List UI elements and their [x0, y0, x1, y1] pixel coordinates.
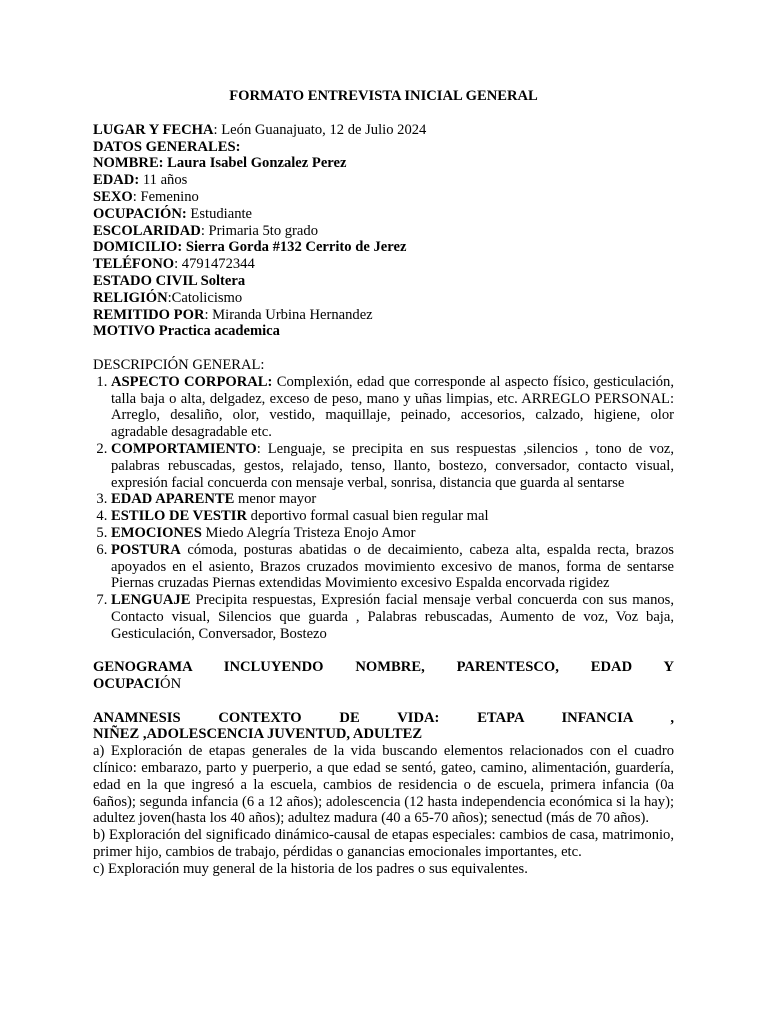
field-label: LUGAR Y FECHA — [93, 121, 214, 138]
descripcion-heading: DESCRIPCIÓN GENERAL: — [93, 356, 265, 373]
item-label: COMPORTAMIENTO — [111, 440, 257, 457]
field-remitido-por — [93, 307, 674, 324]
field-ocupacion — [93, 206, 674, 223]
anamnesis-heading-cont: NIÑEZ ,ADOLESCENCIA JUVENTUD, ADULTEZ — [93, 726, 423, 743]
field-motivo: MOTIVO Practica academica — [93, 323, 280, 340]
list-item — [111, 374, 674, 441]
item-text: Precipita respuestas, Expresión facial mensaje verbal concuerda con sus manos, Contacto visual, Silencios que guarda , Palabras rebuscadas, Aumento de voz, Voz baja, Gesticulación, Conversador, Bostezo — [111, 592, 674, 642]
anamnesis-paragraph-c: c) Exploración muy general de la historia de los padres o sus equivalentes. — [93, 860, 528, 877]
item-label: EMOCIONES — [111, 524, 202, 541]
item-label: ASPECTO CORPORAL: — [111, 373, 273, 390]
field-value: : León Guanajuato, 12 de Julio 2024 — [213, 121, 427, 138]
list-item — [111, 491, 674, 508]
spacer — [93, 693, 674, 710]
field-label: ESCOLARIDAD — [93, 222, 201, 239]
field-edad — [93, 172, 674, 189]
field-label: EDAD: — [93, 172, 140, 189]
field-label: RELIGIÓN — [93, 289, 168, 306]
item-label: POSTURA — [111, 541, 181, 558]
field-value: : 4791472344 — [174, 256, 255, 273]
list-item — [111, 525, 674, 542]
field-value: 11 años — [139, 172, 188, 189]
field-value: :Catolicismo — [167, 289, 243, 306]
anamnesis-paragraph-a: a) Exploración de etapas generales de la vida buscando elementos relacionados con el cuadro clínico: embarazo, parto y puerperio, a que edad se sentó, gateo, camino, alimentación, guardería, edad en la que ingresó a la escuela, cambios de residencia o de escuela, primera infancia (0a 6años); segunda infancia (6 a 12 años); adolescencia (12 hasta independencia económica si la hay); adultez joven(hasta los 40 años); adultez madura (40 a 65-70 años); senectud (más de 70 años). — [93, 743, 674, 827]
anamnesis-paragraph-b: b) Exploración del significado dinámico-causal de etapas especiales: cambios de casa, matrimonio, primer hijo, cambios de trabajo, pérdidas o ganancias emocionales importantes, etc. — [93, 827, 674, 861]
field-telefono — [93, 256, 674, 273]
heading-rest: N — [170, 676, 182, 693]
item-label: EDAD APARENTE — [111, 491, 235, 508]
field-escolaridad — [93, 223, 674, 240]
item-text: menor mayor — [234, 491, 317, 508]
spacer — [93, 643, 674, 660]
heading-part: OCUPACI — [93, 676, 161, 693]
descripcion-list — [93, 374, 674, 643]
item-label: ESTILO DE VESTIR — [111, 508, 247, 525]
field-label: REMITIDO POR — [93, 306, 205, 323]
field-lugar-fecha — [93, 122, 674, 139]
item-text: cómoda, posturas abatidas o de decaimiento, cabeza alta, espalda recta, brazos apoyados en el asiento, Brazos cruzados movimiento excesivo de manos, forma de sentarse Piernas cruzadas Piernas extendidas Movimiento excesivo Espalda encorvada rigidez — [111, 541, 674, 592]
document-page — [93, 88, 674, 878]
item-text: Complexión, edad que corresponde al aspecto físico, gesticulación, talla baja o alta, delgadez, exceso de peso, mano y uñas limpias, etc. ARREGLO PERSONAL: Arreglo, desaliño, olor, vestido, maquillaje, peinado, accesorios, calzado, higiene, olor agradable desagradable etc. — [111, 373, 674, 441]
field-value: : Miranda Urbina Hernandez — [204, 306, 373, 323]
field-estado-civil: ESTADO CIVIL Soltera — [93, 272, 246, 289]
list-item — [111, 441, 674, 491]
list-item — [111, 542, 674, 592]
field-label: TELÉFONO — [93, 256, 175, 273]
genograma-heading: GENOGRAMA INCLUYENDO NOMBRE, PARENTESCO, EDAD Y — [93, 659, 674, 676]
field-domicilio: DOMICILIO: Sierra Gorda #132 Cerrito de Jerez — [93, 239, 407, 256]
field-value: : Femenino — [132, 188, 199, 205]
list-item — [111, 592, 674, 642]
item-label: LENGUAJE — [111, 592, 191, 609]
spacer — [93, 340, 674, 357]
item-text: Miedo Alegría Tristeza Enojo Amor — [201, 524, 416, 541]
anamnesis-heading: ANAMNESIS CONTEXTO DE VIDA: ETAPA INFANCIA , — [93, 709, 674, 726]
field-label: SEXO — [93, 188, 133, 205]
item-text: deportivo formal casual bien regular mal — [247, 508, 489, 525]
field-religion — [93, 290, 674, 307]
document-title: FORMATO ENTREVISTA INICIAL GENERAL — [229, 88, 538, 104]
field-value: : Primaria 5to grado — [200, 222, 318, 239]
field-nombre: NOMBRE: Laura Isabel Gonzalez Perez — [93, 155, 347, 172]
list-item — [111, 508, 674, 525]
field-datos-generales: DATOS GENERALES: — [93, 138, 241, 155]
field-value: Estudiante — [186, 205, 253, 222]
heading-accent: Ó — [160, 676, 171, 693]
item-text: : Lenguaje, se precipita en sus respuestas ,silencios , tono de voz, palabras rebuscadas, gestos, relajado, tenso, llanto, bostezo, conversador, contacto visual, expresión facial concuerda con mensaje verbal, sonrisa, distancia que guarda al sentarse — [111, 440, 674, 491]
field-sexo — [93, 189, 674, 206]
genograma-heading-cont — [93, 676, 674, 693]
field-label: OCUPACIÓN: — [93, 205, 187, 222]
